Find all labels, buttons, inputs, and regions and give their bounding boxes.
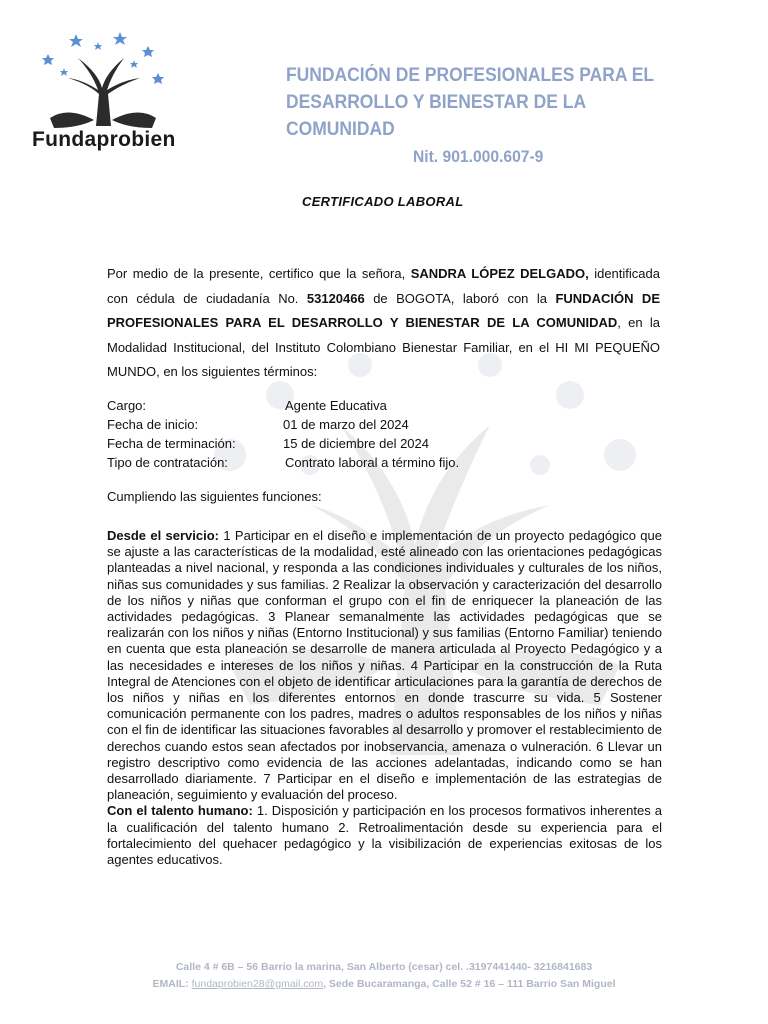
footer-email-label: EMAIL: [152, 978, 192, 990]
org-name-line2: DESARROLLO Y BIENESTAR DE LA COMUNIDAD [286, 92, 586, 140]
term-value: 01 de marzo del 2024 [283, 417, 409, 432]
term-value: Agente Educativa [285, 398, 387, 413]
term-row [107, 396, 660, 415]
employment-terms [107, 396, 660, 472]
organization-header [286, 62, 691, 170]
intro-text-1: Por medio de la presente, certifico que la señora, [107, 266, 411, 281]
term-label: Fecha de terminación: [107, 436, 236, 451]
term-label: Tipo de contratación: [107, 455, 228, 470]
term-label: Cargo: [107, 398, 147, 413]
intro-text-3: de BOGOTA, laboró con la [364, 290, 556, 306]
term-row [107, 453, 660, 472]
id-number: 53120466 [306, 290, 365, 306]
term-value: 15 de diciembre del 2024 [283, 436, 429, 451]
employee-name: SANDRA LÓPEZ DELGADO, [410, 266, 589, 281]
intro-paragraph [107, 262, 660, 385]
talent-label: Con el talento humano: [107, 803, 253, 819]
org-name-line1: FUNDACIÓN DE PROFESIONALES PARA EL [286, 65, 655, 86]
logo-wordmark: Fundaprobien [32, 128, 176, 151]
term-row [107, 415, 660, 434]
term-row [107, 434, 660, 453]
functions-body [107, 528, 662, 868]
service-label: Desde el servicio: [107, 528, 219, 543]
intro-text-2: identificada con cédula de ciudadanía No. [107, 266, 660, 306]
footer-address: Calle 4 # 6B – 56 Barrio la marina, San Alberto (cesar) cel. .3197441440- 3216841683 [175, 961, 593, 973]
org-name-bold: FUNDACIÓN DE PROFESIONALES PARA EL DESARROLLO Y BIENESTAR DE LA COMUNIDAD [107, 290, 660, 330]
talent-paragraph [107, 803, 662, 868]
footer-sede: , Sede Bucaramanga, Calle 52 # 16 – 111 Barrio San Miguel [323, 978, 616, 990]
service-text: 1 Participar en el diseño e implementación de un proyecto pedagógico que se ajuste a las características de la modalidad, esté alineado con las orientaciones pedagógicas planteadas a nivel nacional, y responda a las condiciones individuales y culturales de los niños, niñas sus comunidades y sus familias. 2 Realizar la observación y caracterización del desarrollo de los niños y niñas que conforman el grupo con el fin de enriquecer la planeación de las actividades pedagógicas. 3 Planear semanalmente las actividades pedagógicas que se realizarán con los niños y niñas (Entorno Institucional) y sus familias (Entorno Familiar) teniendo en cuenta que esta planeación se desarrolle de manera articulada al Proyecto Pedagógico y a las necesidades e intereses de los niños y niñas. 4 Participar en la construcción de la Ruta Integral de Atenciones con el objeto de identificar articulaciones para la garantía de derechos de los niños y niñas en los diferentes entornos en donde trascurre su vida. 5 Sostener comunicación permanente con los padres, madres o adultos responsables de los niños y niñas con el fin de identificar las situaciones favorables al desarrollo y promover el restablecimiento de derechos cuando estos sean afectados por inobservancia, amenaza o vulneración. 6 Llevar un registro descriptivo como evidencia de las acciones adelantadas, indicando como se han desarrollado diariamente. 7 Participar en el diseño e implementación de las estrategias de planeación, seguimiento y evaluación del proceso. [107, 528, 662, 803]
intro-text-4: , en la Modalidad Institucional, del Instituto Colombiano Bienestar Familiar, en el HI MI PEQUEÑO MUNDO, en los siguientes términos: [107, 315, 660, 379]
term-value: Contrato laboral a término fijo. [285, 455, 460, 470]
functions-heading: Cumpliendo las siguientes funciones: [107, 489, 322, 504]
term-label: Fecha de inicio: [107, 417, 199, 432]
document-title: CERTIFICADO LABORAL [302, 194, 464, 209]
service-paragraph [107, 528, 662, 803]
talent-text: 1. Disposición y participación en los procesos formativos inherentes a la cualificación del talento humano 2. Retroalimentación desde su experiencia para el fortalecimiento del quehacer pedagógico y la visibilización de experiencias exitosas de los agentes educativos. [107, 803, 662, 868]
email-link[interactable]: fundaprobien28@gmail.com [191, 978, 324, 990]
org-nit: Nit. 901.000.607-9 [412, 147, 544, 166]
footer-contact [0, 978, 768, 990]
